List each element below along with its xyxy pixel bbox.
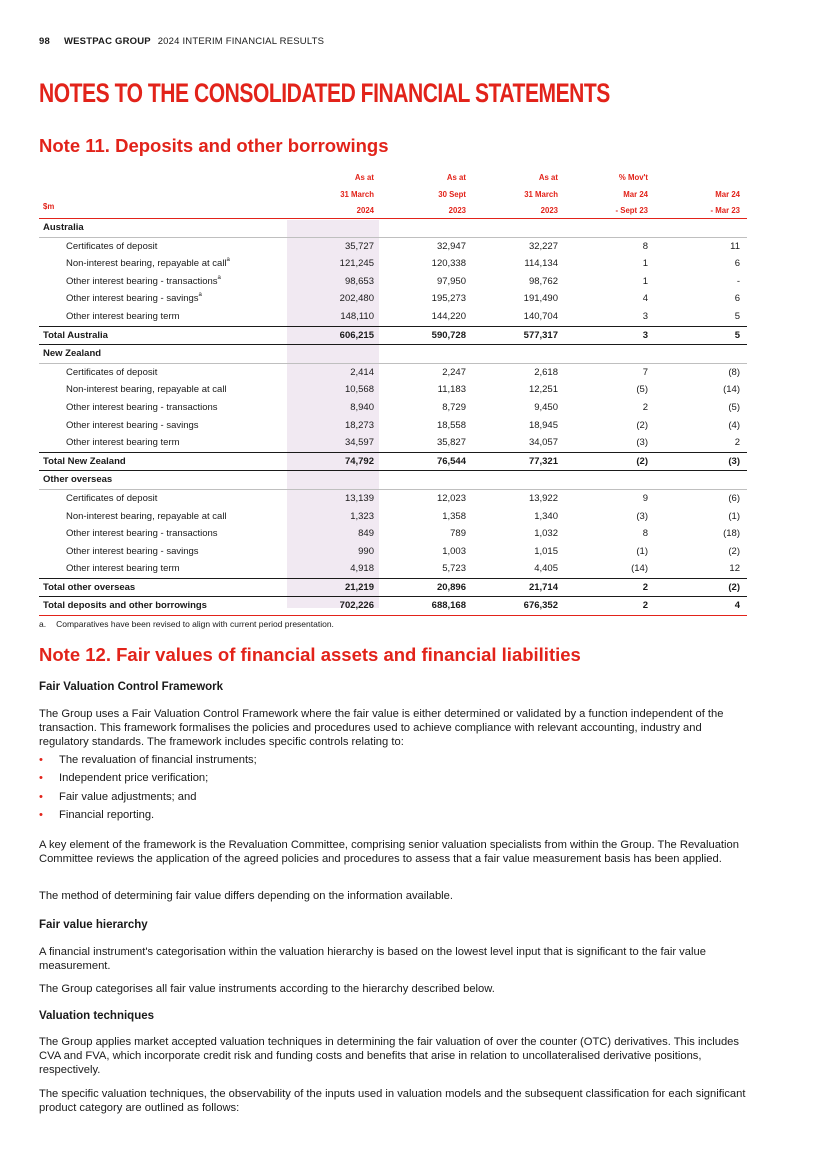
heading-hierarchy: Fair value hierarchy [39,919,148,931]
cell-value: 1,015 [534,545,558,557]
row-label: Total other overseas [43,581,136,593]
cell-value: - [736,275,740,287]
cell-value: 97,950 [436,275,466,287]
table-row [39,490,747,508]
cell-value: 4,405 [534,563,558,575]
row-label: Certificates of deposit [66,240,158,252]
row-label: Other interest bearing - transactions [66,401,218,413]
cell-value: 76,544 [436,455,466,467]
paragraph-method: The method of determining fair value differs depending on the information available. [39,890,453,902]
cell-value: 9,450 [534,401,558,413]
cell-value: 12 [729,563,740,575]
cell-value: (14) [723,384,740,396]
cell-value: 74,792 [344,455,374,467]
cell-value: 676,352 [523,600,558,612]
cell-value: 1,358 [442,510,466,522]
cell-value: 114,134 [524,258,558,270]
paragraph-framework: The Group uses a Fair Valuation Control Framework where the fair value is either determined or validated by a function independent of the transaction. This framework formalises the policies and procedures used to achieve compliance with relevant accounting, industry and regulatory standards. The framework includes specific controls relating to: [39,708,724,749]
paragraph-specific: The specific valuation techniques, the observability of the inputs used in valuation models and the subsequent classification for each significant product category are outlined as follows: [39,1088,746,1115]
cell-value: 2 [642,401,648,413]
note11-title: Note 11. Deposits and other borrowings [39,135,389,156]
row-label: New Zealand [43,348,102,360]
cell-value: 148,110 [340,310,374,322]
footnote-ref: a [198,292,202,299]
cell-value: (2) [728,581,740,593]
cell-value: 1,032 [534,528,558,540]
cell-value: 98,653 [344,275,374,287]
cell-value: 32,227 [528,240,558,252]
footnote-ref: a [217,274,221,281]
cell-value: 3 [642,329,648,341]
cell-value: 11 [730,240,740,252]
row-label: Certificates of deposit [66,492,158,504]
table-row [39,381,747,399]
cell-value: 789 [450,528,466,540]
row-label: Australia [43,222,84,233]
cell-value: 1,340 [534,510,558,522]
cell-value: 9 [642,492,648,504]
cell-value: 21,219 [344,581,374,593]
row-label: Other interest bearing term [66,437,180,449]
bullet-icon: • [39,754,43,766]
row-label: Other interest bearing - transactions [66,528,218,540]
cell-value: 21,714 [528,581,558,593]
cell-value: 702,226 [339,600,374,612]
cell-value: (14) [631,563,648,575]
cell-value: 18,945 [528,419,558,431]
cell-value: 20,896 [436,581,466,593]
cell-value: 140,704 [523,310,558,322]
table-row [39,525,747,543]
cell-value: (1) [636,545,648,557]
unit-label: $m [43,202,55,211]
cell-value: 1,003 [442,545,466,557]
section-heading [39,471,747,490]
col-header-mov-sep: % Mov't Mar 24 - Sept 23 [615,173,648,215]
row-label: Non-interest bearing, repayable at call [66,384,227,396]
cell-value: 98,762 [528,275,558,287]
report-name: 2024 INTERIM FINANCIAL RESULTS [157,36,325,47]
table-row [39,543,747,561]
cell-value: 8 [642,240,648,252]
total-row [39,452,747,472]
row-label: Total Australia [43,329,108,341]
total-row [39,326,747,346]
paragraph-hierarchy: A financial instrument's categorisation within the valuation hierarchy is based on the lowest level input that is significant to the fair value measurement. [39,946,706,973]
company-name: WESTPAC GROUP [63,36,151,47]
table-row [39,308,747,326]
cell-value: 35,727 [344,240,374,252]
cell-value: 2,618 [534,366,558,378]
cell-value: 202,480 [339,293,374,305]
cell-value: 849 [358,528,374,540]
col-header-sep23: As at 30 Sept 2023 [438,173,466,215]
cell-value: (3) [636,510,648,522]
section-heading [39,219,747,238]
list-item: • The revaluation of financial instruments; [39,751,257,769]
framework-bullets [39,751,257,825]
cell-value: 12,023 [436,492,466,504]
col-header-mar23: As at 31 March 2023 [524,173,558,215]
list-item: • Financial reporting. [39,806,257,824]
table-row [39,399,747,417]
footnote [39,619,334,629]
cell-value: (2) [636,419,648,431]
cell-value: 577,317 [523,329,558,341]
cell-value: 2 [642,600,648,612]
table-row [39,290,747,308]
heading-framework: Fair Valuation Control Framework [39,681,224,693]
cell-value: (1) [728,510,740,522]
section-heading [39,345,747,364]
cell-value: 5 [734,310,740,322]
heading-techniques: Valuation techniques [39,1010,155,1022]
main-title: NOTES TO THE CONSOLIDATED FINANCIAL STATEMENTS [39,78,610,108]
list-item: • Independent price verification; [39,769,257,787]
cell-value: (3) [728,455,740,467]
table-body [39,219,747,616]
row-label: Total New Zealand [43,455,126,467]
paragraph-committee: A key element of the framework is the Revaluation Committee, comprising senior valuation specialists from within the Group. The Revaluation Committee reviews the application of the agreed policies and procedures to assess that a fair value measurement basis has been applied. [39,839,739,866]
cell-value: 121,245 [339,258,374,270]
cell-value: 5,723 [442,563,466,575]
cell-value: 195,273 [431,293,466,305]
table-row [39,364,747,382]
col-header-mar24: As at 31 March 2024 [340,173,374,215]
cell-value: 4 [734,600,740,612]
paragraph-techniques: The Group applies market accepted valuation techniques in determining the fair valuation of over the counter (OTC) derivatives. This includes CVA and FVA, which incorporate credit risk and funding costs and benefits that arise in relation to uncollateralised derivative positions, respectively. [39,1036,739,1077]
footnote-ref: a [226,257,230,264]
grand-total-row [39,597,747,616]
cell-value: (3) [636,437,648,449]
table-row [39,508,747,526]
cell-value: 8 [642,528,648,540]
row-label: Other interest bearing term [66,563,180,575]
row-label: Other interest bearing term [66,310,180,322]
cell-value: 6 [734,258,740,270]
page-header [39,36,324,47]
table-row [39,417,747,435]
cell-value: (6) [728,492,740,504]
cell-value: 2 [734,437,740,449]
cell-value: (5) [728,401,740,413]
cell-value: 1,323 [350,510,374,522]
cell-value: (4) [728,419,740,431]
cell-value: 18,558 [436,419,466,431]
table-row [39,238,747,256]
footnote-text: Comparatives have been revised to align with current period presentation. [56,619,334,629]
table-row [39,255,747,273]
row-label: Other interest bearing - savings [66,545,199,557]
cell-value: 35,827 [436,437,466,449]
cell-value: 120,338 [431,258,466,270]
cell-value: 990 [358,545,374,557]
row-label: Other interest bearing - transactions$^a$ [66,274,221,287]
cell-value: 77,321 [528,455,558,467]
cell-value: 2,247 [442,366,466,378]
row-label: Non-interest bearing, repayable at call [66,510,227,522]
total-row [39,578,747,598]
cell-value: 13,922 [528,492,558,504]
bullet-icon: • [39,772,43,785]
cell-value: 32,947 [436,240,466,252]
row-label: Certificates of deposit [66,366,158,378]
bullet-icon: • [39,790,43,803]
row-label: Other overseas [43,474,113,486]
cell-value: (2) [636,455,648,467]
table-row [39,273,747,291]
table-row [39,434,747,452]
table-row [39,560,747,578]
cell-value: 4 [642,293,648,305]
cell-value: 144,220 [431,310,466,322]
row-label: Other interest bearing - savings$^a$ [66,292,202,305]
cell-value: 191,490 [523,293,558,305]
footnote-letter: a. [39,619,47,629]
row-label: Other interest bearing - savings [66,419,199,431]
cell-value: 6 [734,293,740,305]
cell-value: (18) [723,528,740,540]
cell-value: (5) [636,384,648,396]
paragraph-categorises: The Group categorises all fair value instruments according to the hierarchy described below. [39,983,495,995]
cell-value: 34,597 [344,437,374,449]
table-header [39,170,747,219]
cell-value: 5 [734,329,740,341]
cell-value: 12,251 [528,384,558,396]
cell-value: 590,728 [431,329,466,341]
cell-value: 4,918 [350,563,374,575]
cell-value: 1 [642,275,648,287]
cell-value: 11,183 [437,384,466,396]
list-item: • Fair value adjustments; and [39,788,257,806]
cell-value: 3 [642,310,648,322]
bullet-icon: • [39,809,43,822]
col-header-mov-mar: Mar 24 - Mar 23 [710,189,740,215]
cell-value: 688,168 [431,600,466,612]
cell-value: 1 [642,258,648,270]
cell-value: 2,414 [350,366,374,378]
cell-value: 8,940 [350,401,374,413]
cell-value: 18,273 [344,419,374,431]
page-number: 98 [39,36,50,47]
deposits-table [39,170,747,616]
cell-value: 10,568 [344,384,374,396]
row-label: Total deposits and other borrowings [43,600,207,612]
note12-title: Note 12. Fair values of financial assets and financial liabilities [39,644,581,665]
cell-value: 7 [642,366,648,378]
cell-value: 8,729 [442,401,466,413]
cell-value: (2) [728,545,740,557]
cell-value: 34,057 [528,437,558,449]
row-label: Non-interest bearing, repayable at call$^a$ [66,257,230,270]
cell-value: 2 [642,581,648,593]
cell-value: 13,139 [344,492,374,504]
cell-value: 606,215 [339,329,374,341]
cell-value: (8) [728,366,740,378]
